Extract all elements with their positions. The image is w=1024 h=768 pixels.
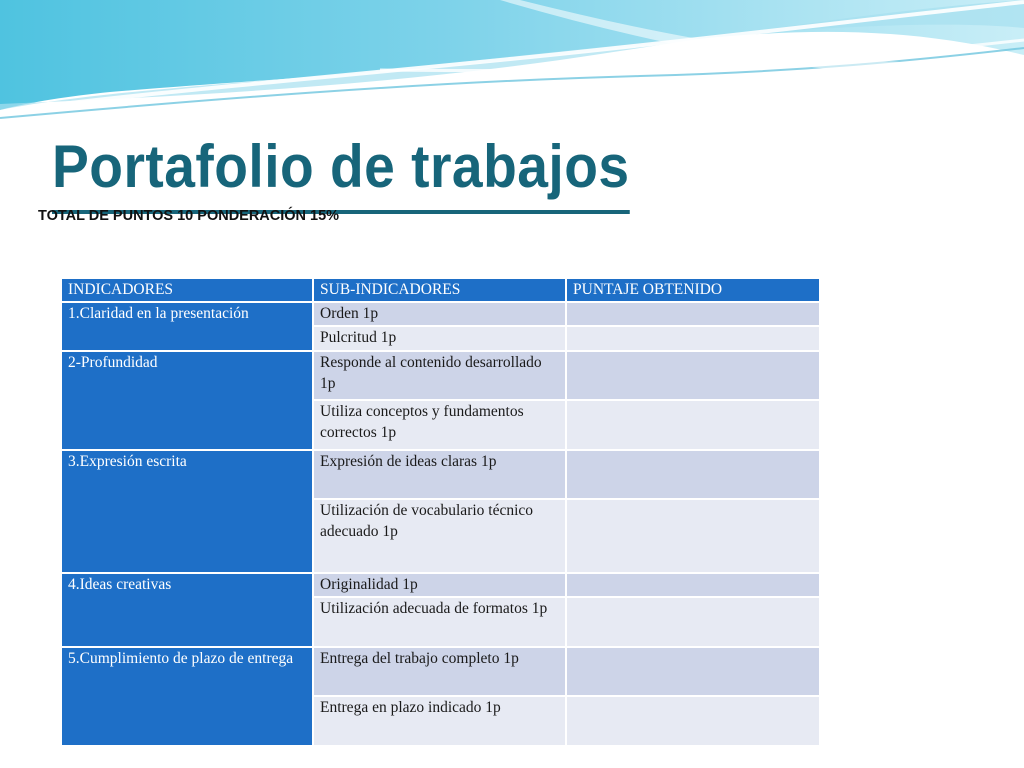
- score-cell: [566, 597, 820, 647]
- sub-indicator-cell: Orden 1p: [313, 302, 566, 326]
- rubric-table: [60, 277, 821, 747]
- sub-indicator-cell: Utiliza conceptos y fundamentos correctos 1p: [313, 400, 566, 450]
- score-cell: [566, 400, 820, 450]
- sub-indicator-cell: Utilización de vocabulario técnico adecuado 1p: [313, 499, 566, 573]
- score-cell: [566, 326, 820, 351]
- indicator-cell: 1.Claridad en la presentación: [61, 302, 313, 351]
- header-puntaje: PUNTAJE OBTENIDO: [566, 278, 820, 302]
- sub-indicator-cell: Entrega en plazo indicado 1p: [313, 696, 566, 746]
- sub-indicator-cell: Originalidad 1p: [313, 573, 566, 597]
- table-header-row: [61, 278, 820, 302]
- decorative-wave-banner: [0, 0, 1024, 130]
- score-cell: [566, 499, 820, 573]
- page-title: Portafolio de trabajos: [52, 128, 630, 214]
- table-row: [61, 302, 820, 326]
- score-cell: [566, 351, 820, 400]
- table-row: [61, 573, 820, 597]
- sub-indicator-cell: Utilización adecuada de formatos 1p: [313, 597, 566, 647]
- sub-indicator-cell: Expresión de ideas claras 1p: [313, 450, 566, 499]
- sub-indicator-cell: Pulcritud 1p: [313, 326, 566, 351]
- score-cell: [566, 696, 820, 746]
- score-cell: [566, 450, 820, 499]
- table-row: [61, 647, 820, 696]
- sub-indicator-cell: Entrega del trabajo completo 1p: [313, 647, 566, 696]
- score-cell: [566, 573, 820, 597]
- score-cell: [566, 647, 820, 696]
- table-row: [61, 351, 820, 400]
- sub-indicator-cell: Responde al contenido desarrollado 1p: [313, 351, 566, 400]
- score-cell: [566, 302, 820, 326]
- points-subtitle: TOTAL DE PUNTOS 10 PONDERACIÓN 15%: [38, 208, 340, 224]
- indicator-cell: 4.Ideas creativas: [61, 573, 313, 647]
- header-sub-indicadores: SUB-INDICADORES: [313, 278, 566, 302]
- indicator-cell: 5.Cumplimiento de plazo de entrega: [61, 647, 313, 746]
- indicator-cell: 2-Profundidad: [61, 351, 313, 450]
- header-indicadores: INDICADORES: [61, 278, 313, 302]
- indicator-cell: 3.Expresión escrita: [61, 450, 313, 573]
- table-row: [61, 450, 820, 499]
